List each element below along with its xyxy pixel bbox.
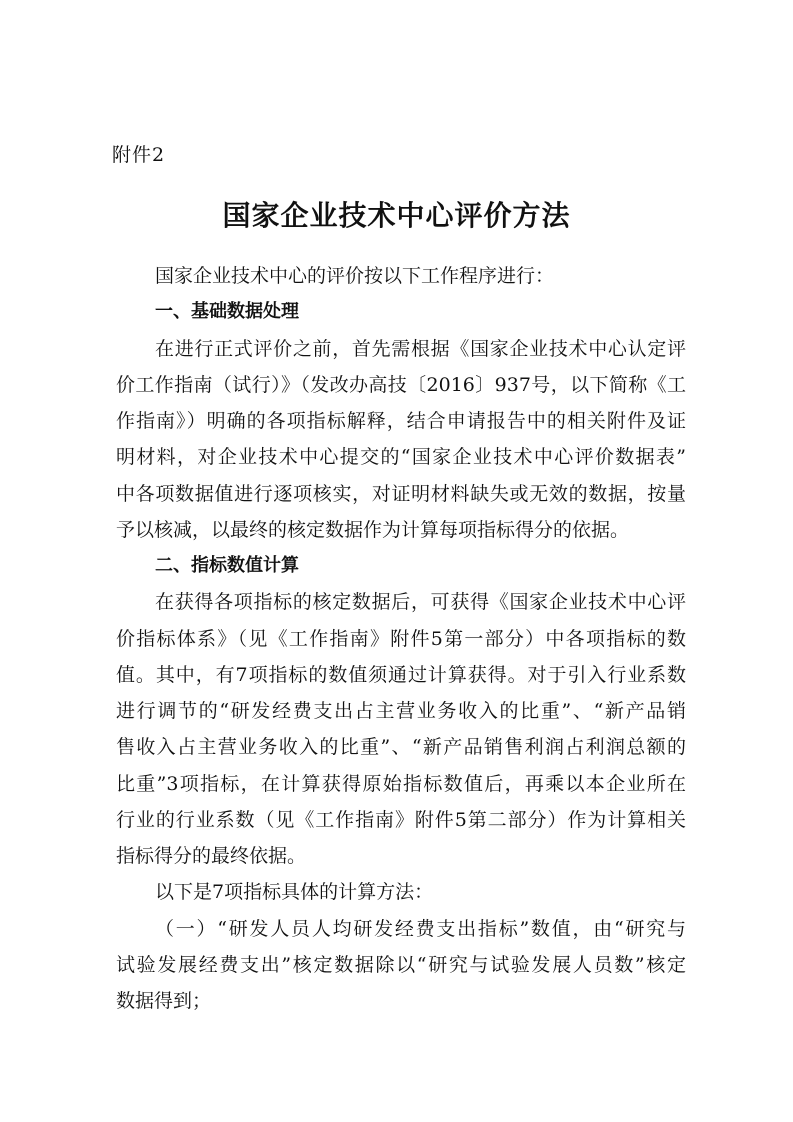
paragraph-line: 中各项数据值进行逐项核实，对证明材料缺失或无效的数据，按量 (116, 482, 686, 505)
paragraph-line: 行业的行业系数（见《工作指南》附件5第二部分）作为计算相关 (116, 808, 686, 831)
paragraph-line: 值。其中，有7项指标的数值须通过计算获得。对于引入行业系数 (116, 663, 686, 686)
paragraph-line: 试验发展经费支出”核定数据除以“研究与试验发展人员数”核定 (116, 953, 686, 976)
paragraph-line: 作指南》）明确的各项指标解释，结合申请报告中的相关附件及证 (116, 410, 686, 432)
paragraph-line: 在进行正式评价之前，首先需根据《国家企业技术中心认定评 (155, 337, 686, 360)
section-heading: 二、指标数值计算 (155, 555, 299, 576)
paragraph-line: 予以核减，以最终的核定数据作为计算每项指标得分的依据。 (116, 518, 630, 541)
document-title: 国家企业技术中心评价方法 (222, 199, 571, 232)
paragraph-line: 价工作指南（试行）》（发改办高技〔2016〕937号，以下简称《工 (116, 373, 686, 396)
paragraph-line: 比重”3项指标，在计算获得原始指标数值后，再乘以本企业所在 (116, 772, 686, 795)
paragraph-line: 国家企业技术中心的评价按以下工作程序进行： (155, 265, 555, 287)
document-body (116, 258, 686, 1019)
section-heading: 一、基础数据处理 (155, 301, 299, 323)
attachment-label: 附件2 (112, 144, 166, 166)
paragraph-line: 进行调节的“研发经费支出占主营业务收入的比重”、“新产品销 (116, 700, 686, 722)
paragraph-line: 指标得分的最终依据。 (116, 845, 307, 867)
paragraph-line: （一）“研发人员人均研发经费支出指标”数值，由“研究与 (155, 917, 686, 940)
paragraph-line: 价指标体系》（见《工作指南》附件5第一部分）中各项指标的数 (116, 627, 686, 650)
paragraph-line: 明材料，对企业技术中心提交的“国家企业技术中心评价数据表” (116, 446, 686, 469)
paragraph-line: 数据得到； (116, 990, 212, 1012)
paragraph-line: 以下是7项指标具体的计算方法： (155, 881, 434, 904)
paragraph-line: 售收入占主营业务收入的比重”、“新产品销售利润占利润总额的 (116, 736, 686, 759)
paragraph-line: 在获得各项指标的核定数据后，可获得《国家企业技术中心评 (155, 591, 686, 614)
